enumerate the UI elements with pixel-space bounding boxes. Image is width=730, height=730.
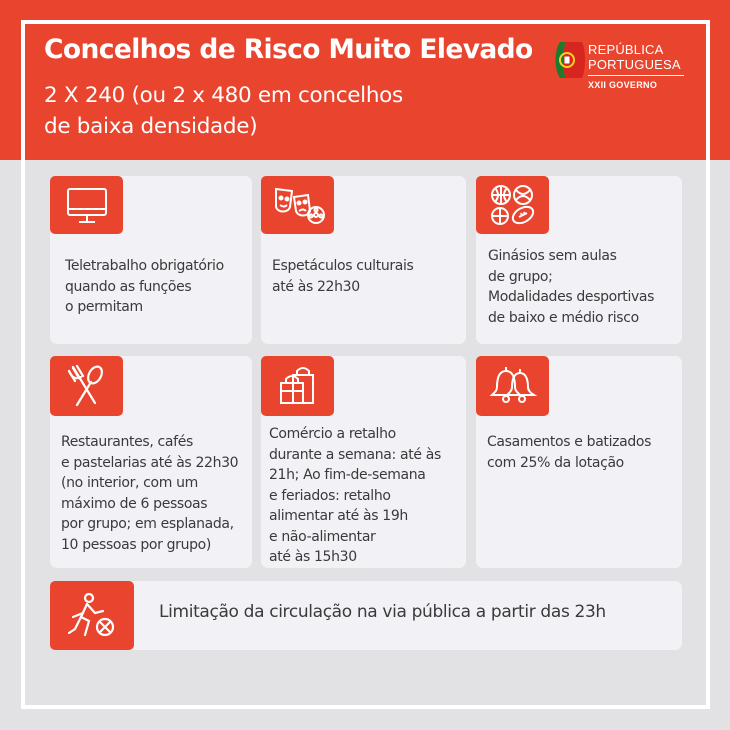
logo-line-portuguesa: PORTUGUESA xyxy=(588,57,681,72)
no-walking-icon xyxy=(50,581,134,650)
shopping-bags-icon xyxy=(261,356,334,416)
page-subtitle: 2 X 240 (ou 2 x 480 em concelhos de baixa densidade) xyxy=(44,83,403,139)
computer-monitor-icon xyxy=(50,176,123,234)
measure-text-restaurants: Restaurantes, cafés e pastelarias até às 22h30 (no interior, com um máximo de 6 pessoas por grupo; em esplanada, 10 pessoas por grupo) xyxy=(61,434,239,553)
measure-text-circulation: Limitação da circulação na via pública a partir das 23h xyxy=(159,602,606,622)
measure-text-weddings: Casamentos e batizados com 25% da lotação xyxy=(487,434,652,471)
fork-spoon-icon xyxy=(50,356,123,416)
measure-text-culture: Espetáculos culturais até às 22h30 xyxy=(272,258,414,295)
measure-text-gyms: Ginásios sem aulas de grupo; Modalidades desportivas de baixo e médio risco xyxy=(488,248,655,326)
page-title: Concelhos de Risco Muito Elevado xyxy=(44,34,533,65)
portugal-flag-emblem-icon xyxy=(552,40,586,80)
logo-line-republica: REPÚBLICA xyxy=(588,42,664,57)
wedding-bells-icon xyxy=(476,356,549,416)
theatre-masks-icon xyxy=(261,176,334,234)
logo-divider xyxy=(588,75,684,76)
government-logo xyxy=(552,40,692,96)
logo-subtitle: XXII GOVERNO xyxy=(588,80,658,90)
sports-balls-icon xyxy=(476,176,549,234)
measure-text-retail: Comércio a retalho durante a semana: até às 21h; Ao fim-de-semana e feriados: retalho alimentar até às 19h e não-alimentar até às 15h30 xyxy=(269,426,441,565)
measure-text-telework: Teletrabalho obrigatório quando as funções o permitam xyxy=(65,258,224,315)
